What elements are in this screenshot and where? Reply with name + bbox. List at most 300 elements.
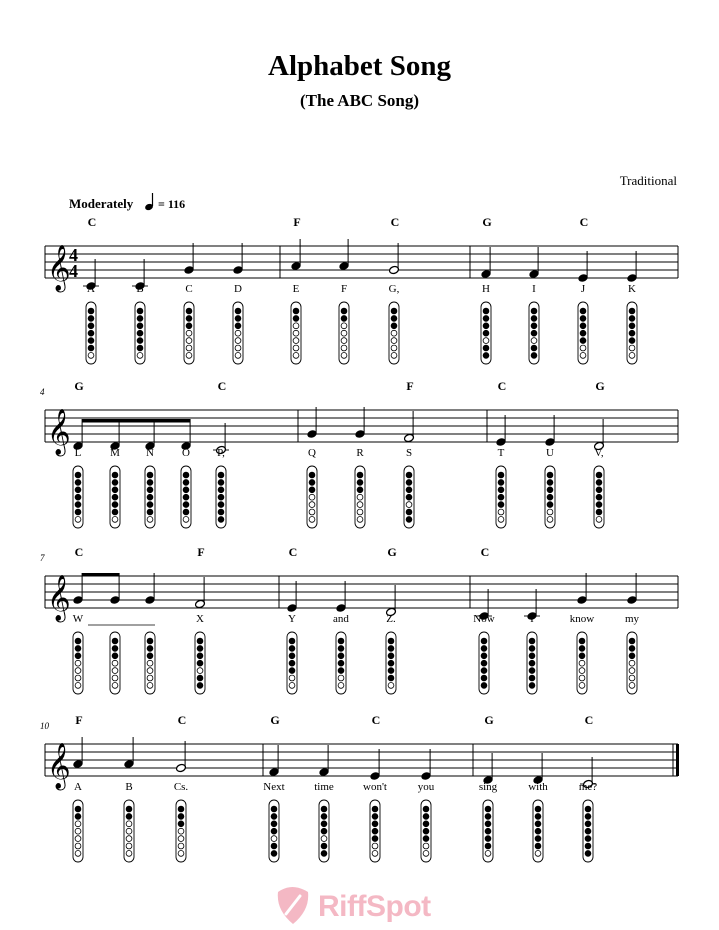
hole-covered <box>529 660 535 666</box>
chord-symbol: C <box>217 379 227 393</box>
hole-open <box>293 353 299 359</box>
hole-covered <box>391 323 397 329</box>
hole-open <box>112 683 118 689</box>
hole-covered <box>75 646 81 652</box>
lyric-syllable: O <box>182 447 190 459</box>
hole-covered <box>197 683 203 689</box>
hole-covered <box>531 323 537 329</box>
lyric-syllable: won't <box>363 781 387 793</box>
lyric-syllable: you <box>417 781 435 793</box>
hole-covered <box>498 494 504 500</box>
hole-covered <box>197 675 203 681</box>
hole-covered <box>498 472 504 478</box>
hole-open <box>483 338 489 344</box>
hole-covered <box>629 323 635 329</box>
hole-covered <box>372 814 378 820</box>
lyric-syllable: S <box>405 447 413 459</box>
hole-covered <box>88 338 94 344</box>
lyric-syllable: Z. <box>386 613 396 625</box>
hole-covered <box>388 653 394 659</box>
hole-covered <box>341 308 347 314</box>
hole-covered <box>147 653 153 659</box>
hole-open <box>580 353 586 359</box>
hole-open <box>75 851 81 857</box>
hole-covered <box>338 668 344 674</box>
hole-covered <box>147 487 153 493</box>
hole-open <box>485 851 491 857</box>
hole-covered <box>289 653 295 659</box>
hole-covered <box>137 330 143 336</box>
hole-covered <box>535 814 541 820</box>
hole-covered <box>218 517 224 523</box>
hole-covered <box>271 821 277 827</box>
hole-covered <box>112 487 118 493</box>
lyric-syllable: L <box>74 447 82 459</box>
lyric-syllable: E <box>292 283 300 295</box>
hole-covered <box>580 323 586 329</box>
hole-covered <box>481 675 487 681</box>
hole-covered <box>481 646 487 652</box>
hole-open <box>629 668 635 674</box>
hole-covered <box>535 806 541 812</box>
hole-covered <box>481 660 487 666</box>
hole-covered <box>183 502 189 508</box>
hole-covered <box>147 509 153 515</box>
hole-covered <box>289 668 295 674</box>
hole-covered <box>271 851 277 857</box>
hole-covered <box>126 806 132 812</box>
hole-covered <box>271 814 277 820</box>
hole-covered <box>186 316 192 322</box>
hole-covered <box>483 345 489 351</box>
hole-open <box>341 330 347 336</box>
hole-open <box>357 494 363 500</box>
hole-covered <box>178 814 184 820</box>
hole-covered <box>137 308 143 314</box>
hole-open <box>186 353 192 359</box>
hole-covered <box>75 480 81 486</box>
hole-open <box>531 338 537 344</box>
hole-open <box>341 323 347 329</box>
hole-covered <box>218 480 224 486</box>
hole-open <box>580 345 586 351</box>
hole-covered <box>529 683 535 689</box>
beam <box>82 573 119 577</box>
hole-covered <box>293 308 299 314</box>
hole-open <box>112 517 118 523</box>
hole-covered <box>406 517 412 523</box>
hole-covered <box>531 353 537 359</box>
hole-covered <box>547 480 553 486</box>
measure-number: 4 <box>40 387 45 397</box>
hole-covered <box>186 308 192 314</box>
hole-open <box>112 660 118 666</box>
measure-number: 7 <box>40 553 45 563</box>
hole-covered <box>126 814 132 820</box>
hole-open <box>535 851 541 857</box>
chord-symbol: G <box>74 379 84 393</box>
hole-covered <box>75 502 81 508</box>
hole-open <box>147 675 153 681</box>
hole-covered <box>112 646 118 652</box>
hole-covered <box>498 480 504 486</box>
chord-symbol: G <box>270 713 280 727</box>
hole-covered <box>481 668 487 674</box>
hole-open <box>341 353 347 359</box>
lyric-syllable: U <box>546 447 554 459</box>
hole-covered <box>388 638 394 644</box>
hole-open <box>271 836 277 842</box>
hole-open <box>338 675 344 681</box>
hole-covered <box>481 653 487 659</box>
staff-system <box>40 713 679 862</box>
hole-open <box>183 517 189 523</box>
hole-open <box>579 668 585 674</box>
hole-covered <box>391 308 397 314</box>
lyric-syllable: Next <box>263 781 285 793</box>
hole-covered <box>585 806 591 812</box>
lyric-syllable: N <box>146 447 154 459</box>
hole-covered <box>596 472 602 478</box>
hole-covered <box>112 653 118 659</box>
lyric-syllable: sing <box>478 781 498 793</box>
hole-covered <box>485 828 491 834</box>
hole-covered <box>529 638 535 644</box>
hole-open <box>293 330 299 336</box>
chord-symbol: C <box>288 545 298 559</box>
hole-covered <box>629 646 635 652</box>
hole-covered <box>75 814 81 820</box>
hole-open <box>112 668 118 674</box>
hole-covered <box>423 821 429 827</box>
hole-covered <box>406 487 412 493</box>
hole-covered <box>579 638 585 644</box>
hole-covered <box>372 821 378 827</box>
hole-open <box>178 836 184 842</box>
hole-covered <box>372 836 378 842</box>
hole-covered <box>357 487 363 493</box>
lyric-syllable: I <box>532 283 536 295</box>
hole-open <box>309 502 315 508</box>
lyric-syllable: B <box>125 781 133 793</box>
hole-open <box>629 353 635 359</box>
hole-covered <box>529 668 535 674</box>
hole-covered <box>271 828 277 834</box>
hole-open <box>579 660 585 666</box>
hole-covered <box>235 316 241 322</box>
hole-covered <box>321 821 327 827</box>
hole-covered <box>75 653 81 659</box>
hole-covered <box>531 330 537 336</box>
chord-symbol: F <box>197 545 205 559</box>
hole-open <box>126 851 132 857</box>
hole-covered <box>498 487 504 493</box>
hole-covered <box>338 660 344 666</box>
lyric-syllable: I <box>530 613 534 625</box>
hole-covered <box>388 646 394 652</box>
hole-covered <box>338 653 344 659</box>
hole-open <box>357 517 363 523</box>
hole-open <box>309 494 315 500</box>
hole-open <box>498 509 504 515</box>
lyric-syllable: T <box>497 447 505 459</box>
hole-open <box>126 836 132 842</box>
final-barline-thick <box>676 744 679 776</box>
hole-open <box>388 683 394 689</box>
lyric-syllable: Q <box>308 447 316 459</box>
hole-covered <box>485 814 491 820</box>
hole-open <box>75 836 81 842</box>
hole-open <box>147 660 153 666</box>
hole-covered <box>629 638 635 644</box>
hole-covered <box>75 487 81 493</box>
hole-covered <box>580 330 586 336</box>
composer-credit: Traditional <box>619 173 677 188</box>
hole-covered <box>88 316 94 322</box>
hole-open <box>391 345 397 351</box>
chord-symbol: F <box>406 379 414 393</box>
treble-clef-icon: 𝄞 <box>47 409 71 455</box>
hole-covered <box>372 828 378 834</box>
hole-covered <box>585 814 591 820</box>
lyric-syllable: time <box>314 781 334 793</box>
hole-covered <box>585 821 591 827</box>
hole-covered <box>596 487 602 493</box>
hole-covered <box>75 472 81 478</box>
hole-covered <box>147 472 153 478</box>
lyric-syllable: A <box>74 781 82 793</box>
hole-covered <box>481 683 487 689</box>
lyric-syllable: J <box>580 283 586 295</box>
hole-covered <box>535 828 541 834</box>
hole-covered <box>388 660 394 666</box>
hole-covered <box>137 338 143 344</box>
hole-open <box>147 517 153 523</box>
chord-symbol: C <box>74 545 84 559</box>
lyric-syllable: me? <box>578 781 598 793</box>
hole-open <box>391 353 397 359</box>
hole-open <box>341 345 347 351</box>
hole-covered <box>535 821 541 827</box>
hole-covered <box>485 806 491 812</box>
hole-covered <box>218 472 224 478</box>
hole-open <box>126 843 132 849</box>
hole-covered <box>341 316 347 322</box>
hole-covered <box>547 472 553 478</box>
lyric-syllable: my <box>624 613 640 625</box>
hole-covered <box>580 316 586 322</box>
hole-covered <box>596 502 602 508</box>
lyric-syllable: G, <box>388 283 400 295</box>
chord-symbol: C <box>390 215 400 229</box>
hole-covered <box>357 480 363 486</box>
hole-open <box>75 683 81 689</box>
hole-covered <box>147 502 153 508</box>
hole-covered <box>289 638 295 644</box>
hole-covered <box>423 806 429 812</box>
hole-open <box>75 821 81 827</box>
hole-open <box>498 517 504 523</box>
hole-open <box>235 345 241 351</box>
hole-covered <box>547 487 553 493</box>
hole-covered <box>338 646 344 652</box>
hole-open <box>147 683 153 689</box>
hole-open <box>75 843 81 849</box>
hole-open <box>406 502 412 508</box>
lyric-syllable: B <box>136 283 144 295</box>
hole-covered <box>580 338 586 344</box>
lyric-syllable: R <box>356 447 364 459</box>
hole-covered <box>197 653 203 659</box>
hole-covered <box>531 308 537 314</box>
hole-open <box>75 828 81 834</box>
hole-covered <box>338 638 344 644</box>
hole-covered <box>485 821 491 827</box>
chord-symbol: G <box>595 379 605 393</box>
hole-open <box>289 683 295 689</box>
hole-covered <box>485 843 491 849</box>
hole-covered <box>596 480 602 486</box>
hole-covered <box>529 675 535 681</box>
hole-covered <box>483 308 489 314</box>
hole-open <box>112 675 118 681</box>
hole-covered <box>483 330 489 336</box>
hole-covered <box>629 330 635 336</box>
tempo-marking: Moderately <box>69 196 134 211</box>
hole-covered <box>388 668 394 674</box>
tempo-bpm: = 116 <box>158 197 186 211</box>
hole-open <box>235 338 241 344</box>
hole-covered <box>88 330 94 336</box>
guitar-pick-icon <box>272 884 314 926</box>
hole-open <box>309 517 315 523</box>
hole-covered <box>186 323 192 329</box>
lyric-syllable: V, <box>594 447 604 459</box>
hole-covered <box>137 316 143 322</box>
hole-open <box>629 675 635 681</box>
hole-covered <box>321 843 327 849</box>
lyric-syllable: Y <box>288 613 296 625</box>
time-signature-top: 4 <box>69 245 78 265</box>
hole-covered <box>178 821 184 827</box>
hole-open <box>289 675 295 681</box>
hole-covered <box>271 843 277 849</box>
chord-symbol: C <box>480 545 490 559</box>
hole-covered <box>585 851 591 857</box>
lyric-syllable: Cs. <box>173 781 189 793</box>
hole-covered <box>289 660 295 666</box>
hole-covered <box>88 323 94 329</box>
hole-open <box>629 345 635 351</box>
lyric-syllable: P, <box>217 447 225 459</box>
hole-covered <box>529 653 535 659</box>
hole-covered <box>596 509 602 515</box>
hole-covered <box>271 806 277 812</box>
hole-open <box>178 851 184 857</box>
lyric-syllable: C <box>185 283 193 295</box>
hole-covered <box>112 472 118 478</box>
hole-open <box>178 843 184 849</box>
hole-open <box>321 836 327 842</box>
hole-covered <box>112 509 118 515</box>
hole-open <box>137 353 143 359</box>
hole-covered <box>321 806 327 812</box>
lyric-syllable: A <box>87 283 95 295</box>
chord-symbol: C <box>497 379 507 393</box>
hole-covered <box>629 316 635 322</box>
hole-covered <box>423 828 429 834</box>
hole-covered <box>357 472 363 478</box>
chord-symbol: C <box>87 215 97 229</box>
hole-covered <box>483 353 489 359</box>
hole-covered <box>147 638 153 644</box>
hole-covered <box>596 494 602 500</box>
hole-open <box>147 668 153 674</box>
beam <box>82 419 190 423</box>
hole-open <box>341 338 347 344</box>
hole-open <box>338 683 344 689</box>
hole-open <box>126 821 132 827</box>
hole-covered <box>531 316 537 322</box>
hole-open <box>75 668 81 674</box>
hole-covered <box>218 494 224 500</box>
hole-covered <box>75 806 81 812</box>
hole-covered <box>321 851 327 857</box>
hole-covered <box>535 836 541 842</box>
chord-symbol: G <box>387 545 397 559</box>
hole-open <box>423 843 429 849</box>
lyric-syllable: D <box>234 283 242 295</box>
hole-covered <box>112 502 118 508</box>
hole-covered <box>406 494 412 500</box>
hole-covered <box>112 638 118 644</box>
hole-covered <box>235 323 241 329</box>
chord-symbol: C <box>579 215 589 229</box>
staff-system <box>40 545 678 694</box>
treble-clef-icon: 𝄞 <box>47 575 71 621</box>
hole-open <box>357 509 363 515</box>
hole-covered <box>218 487 224 493</box>
song-subtitle: (The ABC Song) <box>299 91 420 110</box>
hole-open <box>579 675 585 681</box>
hole-covered <box>579 646 585 652</box>
hole-covered <box>388 675 394 681</box>
hole-covered <box>498 502 504 508</box>
hole-covered <box>529 646 535 652</box>
hole-covered <box>585 836 591 842</box>
hole-covered <box>293 316 299 322</box>
lyric-syllable: F <box>340 283 348 295</box>
hole-covered <box>585 828 591 834</box>
hole-covered <box>580 308 586 314</box>
hole-covered <box>483 323 489 329</box>
staff-system <box>40 379 678 528</box>
hole-covered <box>406 472 412 478</box>
hole-covered <box>321 828 327 834</box>
hole-covered <box>197 660 203 666</box>
hole-covered <box>218 502 224 508</box>
hole-covered <box>137 345 143 351</box>
lyric-syllable: X <box>196 613 204 625</box>
hole-open <box>75 517 81 523</box>
hole-open <box>629 683 635 689</box>
lyric-syllable: M <box>110 447 120 459</box>
hole-covered <box>629 308 635 314</box>
hole-open <box>309 509 315 515</box>
chord-symbol: G <box>482 215 492 229</box>
hole-covered <box>75 509 81 515</box>
hole-open <box>391 338 397 344</box>
